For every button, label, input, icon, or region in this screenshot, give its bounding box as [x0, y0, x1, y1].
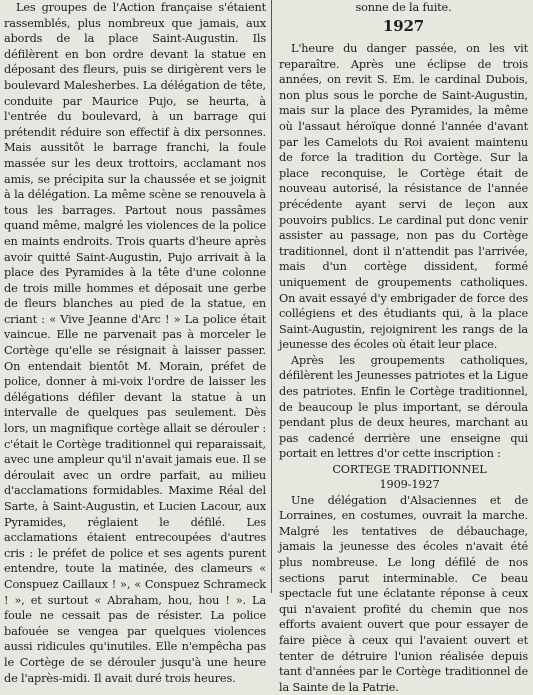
- right-column: [279, 0, 528, 694]
- inscription-title: CORTEGE TRADITIONNEL: [332, 463, 487, 477]
- left-column: [4, 0, 266, 685]
- article-paragraph: L'heure du danger passée, on les vit reparaître. Après une éclipse de trois années, on revit S. Em. le cardinal Dubois, non plus sous le porche de Saint-Augustin, mais sur la place des Pyramides, la même où l'assaut héroïque donné l'année d'avant par les Camelots du Roi avaient maintenu de force la tradition du Cortège. Sur la place reconquise, le Cortège était de nouveau autorisé, la résistance de l'année précédente ayant servi de leçon aux pouvoirs publics. Le cardinal put donc venir assister au passage, non pas du Cortège traditionnel, dont il n'attendit pas l'arrivée, mais d'un cortège dissident, formé uniquement de groupements catholiques. On avait essayé d'y embrigader de force des collégiens et des étudiants qui, à la place Saint-Augustin, rejoignirent les rangs de la jeunesse des écoles où était leur place.: [279, 42, 528, 352]
- column-top-fragment: sonne de la fuite.: [355, 1, 452, 14]
- column-divider: [271, 0, 272, 593]
- article-paragraph: Les groupes de l'Action française s'étaient rassemblés, plus nombreux que jamais, aux abords de la place Saint-Augustin. Ils défilèrent en bon ordre devant la statue en déposant des fleurs, puis se dirigèrent vers le boulevard Malesherbes. La délégation de tête, conduite par Maurice Pujo, se heurta, à l'entrée du boulevard, à un barrage qui prétendit réduire son effectif à dix personnes. Mais aussitôt le barrage franchi, la foule massée sur les deux trottoirs, acclamant nos amis, se précipita sur la chaussée et se joignit à la délégation. La même scène se renouvela à tous les barrages. Partout nous passâmes quand même, malgré les violences de la police en maints endroits. Trois quarts d'heure après avoir quitté Saint-Augustin, Pujo arrivait à la place des Pyramides à la tête d'une colonne de trois mille hommes et déposait une gerbe de fleurs blanches au pied de la statue, en criant : « Vive Jeanne d'Arc ! » La police était vaincue. Elle ne parvenait pas à morceler le Cortège qu'elle se résignait à laisser passer. On entendait bientôt M. Morain, préfet de police, donner à mi-voix l'ordre de laisser les délégations défiler devant la statue à un intervalle de quelques pas seulement. Dès lors, un magnifique cortège allait se dérouler : c'était le Cortège traditionnel qui reparaissait, avec une ampleur qu'il n'avait jamais eue. Il se déroulait avec un ordre parfait, au milieu d'acclamations formidables. Maxime Réal del Sarte, à Saint-Augustin, et Lucien Lacour, aux Pyramides, réglaient le défilé. Les acclamations étaient entrecoupées d'autres cris : le préfet de police et ses agents purent entendre, toute la matinée, des clameurs « Conspuez Caillaux ! », « Conspuez Schrameck ! », et surtout « Abraham, hou, hou ! ». La foule ne cessait pas de résister. La police bafouée se vengea par quelques violences aussi ridicules qu'inutiles. Elle n'empêcha pas le Cortège de se dérouler jusqu'à une heure de l'après-midi. Il avait duré trois heures.: [4, 1, 266, 685]
- article-paragraph: Une délégation d'Alsaciennes et de Lorraines, en costumes, ouvrait la marche. Malgré les tentatives de débauchage, jamais la jeunesse des écoles n'avait été plus nombreuse. Le long défilé de nos sections parut interminable. Ce beau spectacle fut une éclatante réponse à ceux qui n'avaient profité du chemin que nos efforts avaient ouvert que pour essayer de faire pièce à ceux qui l'avaient ouvert et tenter de détruire l'union réalisée depuis tant d'années par le Cortège traditionnel de la Sainte de la Patrie.: [279, 493, 528, 694]
- inscription-years: 1909-1927: [379, 478, 440, 492]
- section-heading-year: 1927: [382, 17, 425, 35]
- article-paragraph: Après les groupements catholiques, défilèrent les Jeunesses patriotes et la Ligue des patriotes. Enfin le Cortège traditionnel, de beaucoup le plus important, se déroula pendant plus de deux heures, marchant au pas cadencé derrière une enseigne qui portait en lettres d'or cette inscription :: [279, 353, 528, 461]
